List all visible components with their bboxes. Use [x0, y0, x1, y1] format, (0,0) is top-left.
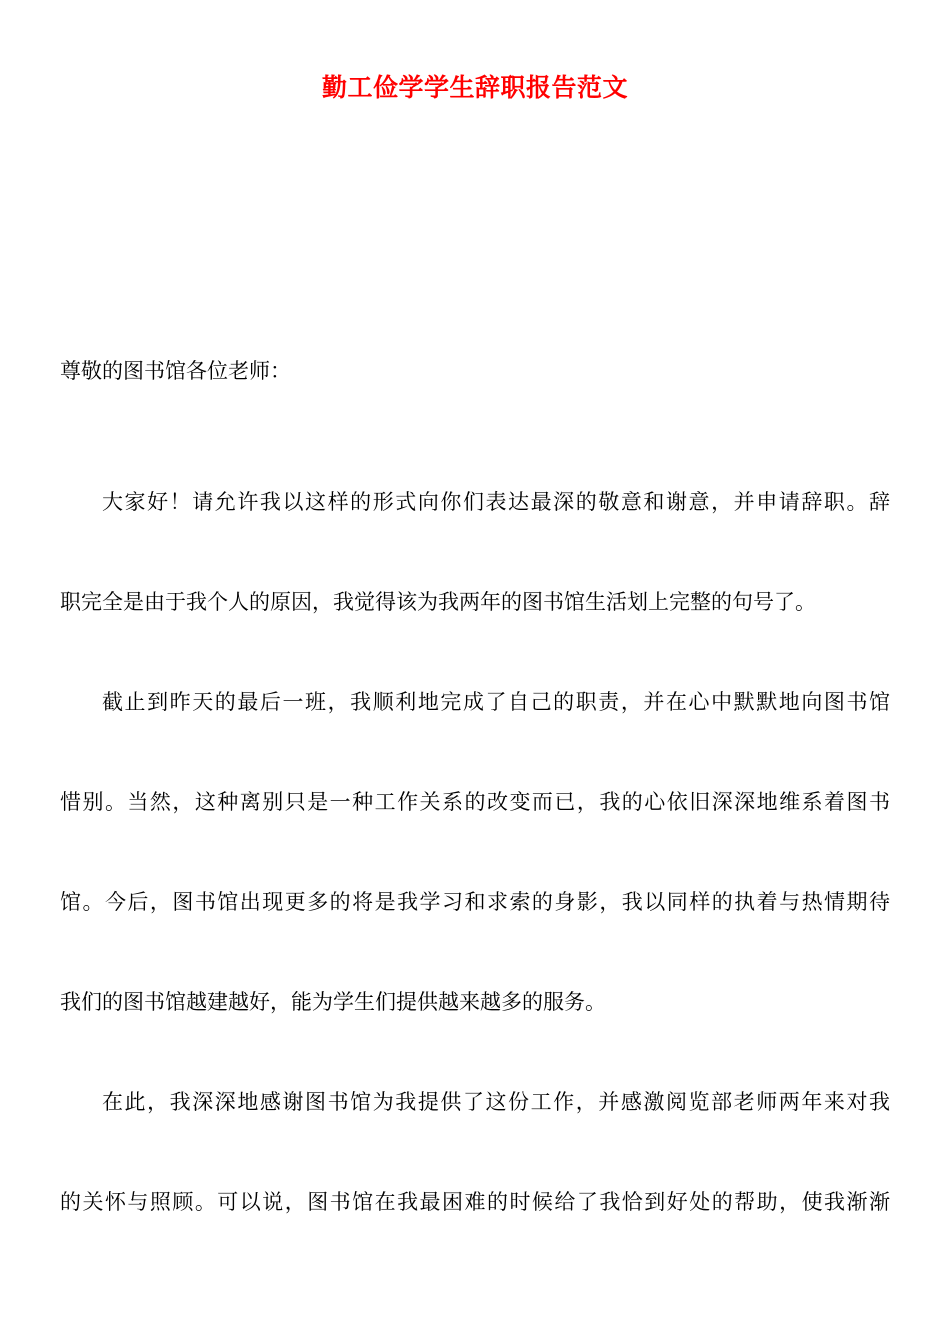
- text-line: 惜别。当然，这种离别只是一种工作关系的改变而已，我的心依旧深深地维系着图书: [60, 790, 890, 814]
- text-line: 截止到昨天的最后一班，我顺利地完成了自己的职责，并在心中默默地向图书馆: [102, 690, 890, 714]
- document-title: 勤工俭学学生辞职报告范文: [321, 73, 628, 102]
- text-line: 馆。今后，图书馆出现更多的将是我学习和求索的身影，我以同样的执着与热情期待: [60, 890, 890, 914]
- text-line: 的关怀与照顾。可以说，图书馆在我最困难的时候给了我恰到好处的帮助，使我渐渐: [60, 1190, 890, 1214]
- text-line: 在此，我深深地感谢图书馆为我提供了这份工作，并感激阅览部老师两年来对我: [102, 1090, 890, 1114]
- salutation: 尊敬的图书馆各位老师：: [60, 359, 291, 383]
- text-line: 职完全是由于我个人的原因，我觉得该为我两年的图书馆生活划上完整的句号了。: [60, 590, 816, 614]
- text-line: 大家好！请允许我以这样的形式向你们表达最深的敬意和谢意，并申请辞职。辞: [102, 490, 890, 514]
- text-line: 我们的图书馆越建越好，能为学生们提供越来越多的服务。: [60, 990, 606, 1014]
- letter-body: [60, 452, 890, 1252]
